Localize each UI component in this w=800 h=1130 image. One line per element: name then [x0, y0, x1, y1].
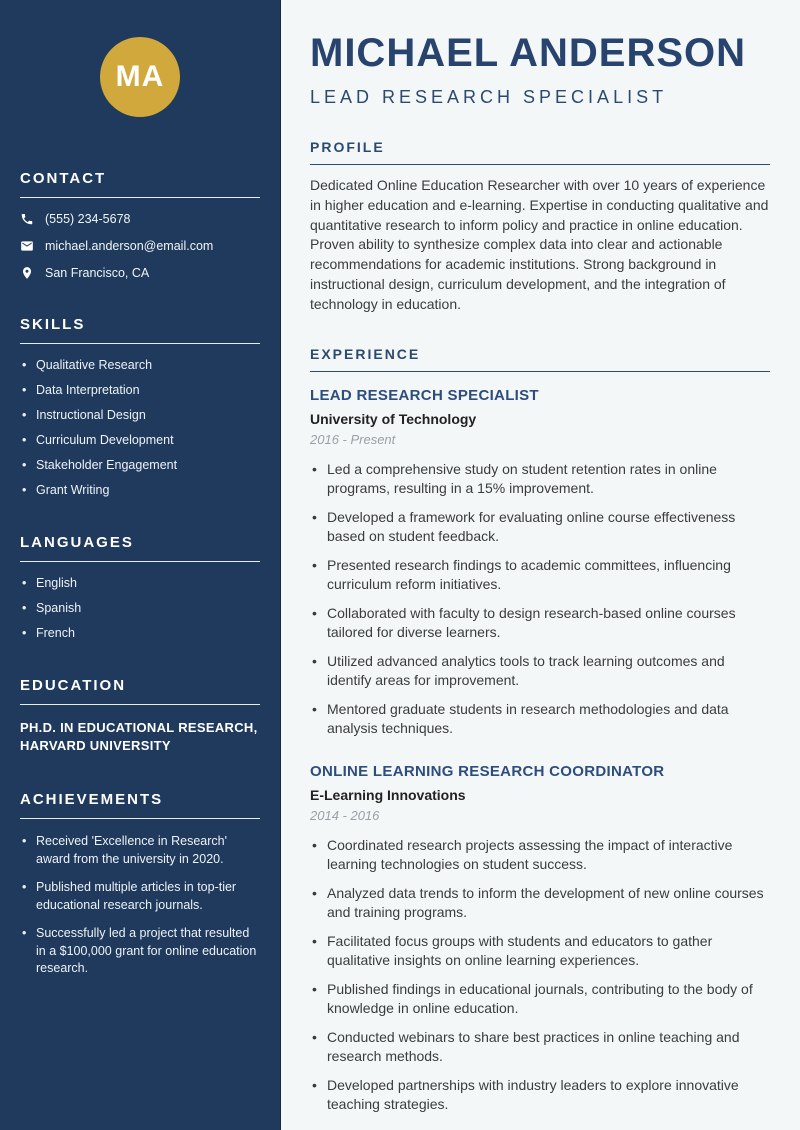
- job-company: University of Technology: [310, 410, 477, 427]
- list-item: • Instructional Design: [20, 408, 260, 423]
- skills-list: [20, 358, 260, 498]
- skills-section: [20, 316, 260, 498]
- contact-section: [20, 170, 260, 280]
- list-item: • Analyzed data trends to inform the development of new online courses and training programs.: [310, 884, 770, 923]
- contact-item-location: [20, 266, 260, 280]
- job-title: LEAD RESEARCH SPECIALIST: [310, 386, 539, 404]
- achievements-heading: ACHIEVEMENTS: [20, 791, 260, 819]
- achievements-list: [20, 833, 260, 978]
- languages-list: [20, 576, 260, 641]
- experience-section: [310, 346, 770, 1115]
- skills-heading: SKILLS: [20, 316, 260, 344]
- list-item: • Mentored graduate students in research methodologies and data analysis techniques.: [310, 700, 770, 739]
- list-item: • Collaborated with faculty to design research-based online courses tailored for diverse learners.: [310, 604, 770, 643]
- job-company: E-Learning Innovations: [310, 786, 466, 803]
- avatar: [100, 37, 180, 117]
- list-item: • Published multiple articles in top-tier educational research journals.: [20, 879, 260, 914]
- list-item: • Spanish: [20, 601, 260, 616]
- email-address: michael.anderson@email.com: [45, 239, 214, 253]
- experience-job-2: [310, 763, 770, 1115]
- achievements-section: [20, 791, 260, 978]
- list-item: • Conducted webinars to share best practices in online teaching and research methods.: [310, 1028, 770, 1067]
- list-item: • Utilized advanced analytics tools to track learning outcomes and identify areas for improvement.: [310, 652, 770, 691]
- experience-heading: EXPERIENCE: [310, 346, 770, 372]
- list-item: • Data Interpretation: [20, 383, 260, 398]
- job-bullet-list: [310, 460, 770, 739]
- list-item: • Presented research findings to academic committees, influencing curriculum reform initiatives.: [310, 556, 770, 595]
- languages-section: [20, 534, 260, 641]
- main-content: [281, 0, 800, 1130]
- education-section: [20, 677, 260, 755]
- profile-heading: PROFILE: [310, 139, 770, 165]
- resume-title: LEAD RESEARCH SPECIALIST: [310, 87, 668, 107]
- job-dates: 2014 - 2016: [310, 807, 380, 823]
- contact-item-phone: [20, 212, 260, 226]
- list-item: • Led a comprehensive study on student retention rates in online programs, resulting in a 15% improvement.: [310, 460, 770, 499]
- avatar-initials: MA: [115, 60, 165, 93]
- job-title: ONLINE LEARNING RESEARCH COORDINATOR: [310, 762, 665, 780]
- list-item: • Developed partnerships with industry leaders to explore innovative teaching strategies.: [310, 1076, 770, 1115]
- education-degree-line1: PH.D. IN EDUCATIONAL RESEARCH,: [20, 720, 258, 735]
- email-icon: [20, 239, 34, 253]
- job-bullet-list: [310, 836, 770, 1115]
- list-item: • Developed a framework for evaluating online course effectiveness based on student feedback.: [310, 508, 770, 547]
- list-item: • Facilitated focus groups with students and educators to gather qualitative insights on online learning experiences.: [310, 932, 770, 971]
- education-degree: [20, 719, 260, 755]
- list-item: • Stakeholder Engagement: [20, 458, 260, 473]
- list-item: • Qualitative Research: [20, 358, 260, 373]
- page-title: MICHAEL ANDERSON: [310, 31, 747, 75]
- list-item: • Published findings in educational journals, contributing to the body of knowledge in online education.: [310, 980, 770, 1019]
- list-item: • Coordinated research projects assessing the impact of interactive learning technologies on student success.: [310, 836, 770, 875]
- list-item: • Successfully led a project that resulted in a $100,000 grant for online education research.: [20, 925, 260, 978]
- job-dates: 2016 - Present: [310, 431, 396, 447]
- sidebar: [0, 0, 281, 1130]
- list-item: • Received 'Excellence in Research' award from the university in 2020.: [20, 833, 260, 868]
- location-text: San Francisco, CA: [45, 266, 150, 280]
- education-degree-line2: HARVARD UNIVERSITY: [20, 738, 171, 753]
- contact-item-email: [20, 239, 260, 253]
- profile-text: Dedicated Online Education Researcher with over 10 years of experience in higher education and e-learning. Expertise in conducting qualitative and quantitative research to inform policy and practice in online education. Proven ability to synthesize complex data into clear and actionable recommendations for academic institutions. Strong background in instructional design, curriculum development, and the integration of technology in education.: [310, 177, 769, 312]
- list-item: • French: [20, 626, 260, 641]
- experience-job-1: [310, 387, 770, 739]
- list-item: • Curriculum Development: [20, 433, 260, 448]
- contact-heading: CONTACT: [20, 170, 260, 198]
- list-item: • English: [20, 576, 260, 591]
- languages-heading: LANGUAGES: [20, 534, 260, 562]
- phone-icon: [20, 212, 34, 226]
- phone-number: (555) 234-5678: [45, 212, 131, 226]
- education-heading: EDUCATION: [20, 677, 260, 705]
- list-item: • Grant Writing: [20, 483, 260, 498]
- profile-section: [310, 139, 770, 315]
- location-icon: [20, 266, 34, 280]
